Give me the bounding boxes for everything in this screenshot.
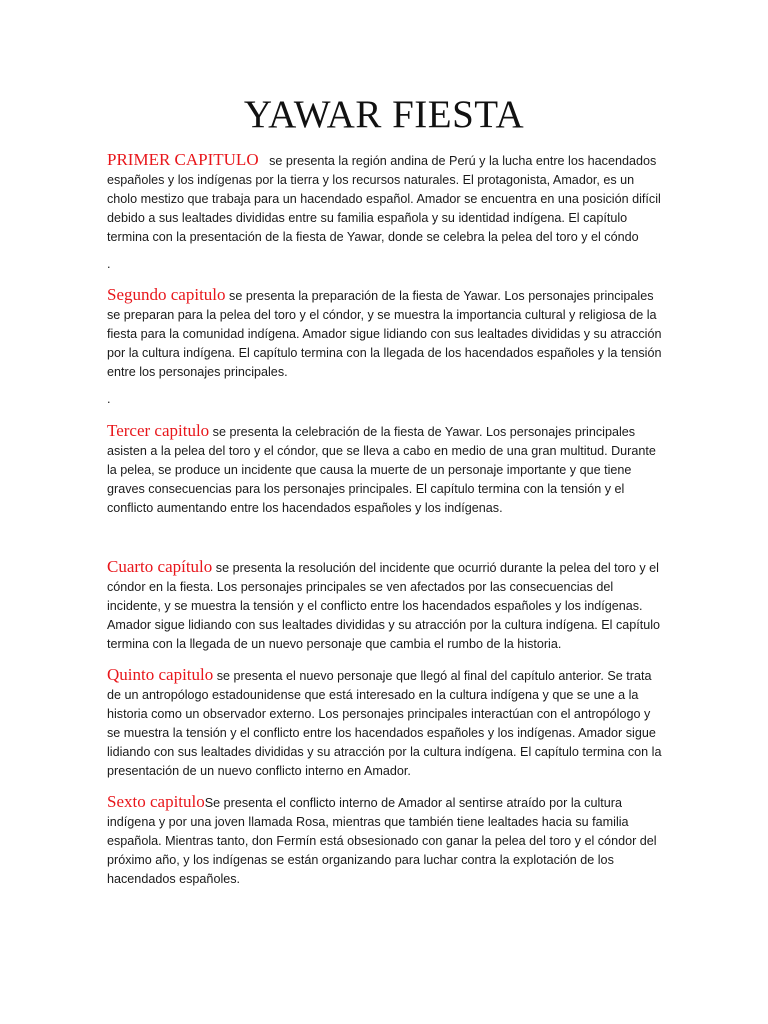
chapter-5-heading: Quinto capitulo bbox=[107, 665, 214, 684]
chapter-3 bbox=[107, 421, 663, 518]
chapter-4-heading: Cuarto capítulo bbox=[107, 557, 213, 576]
document-title: YAWAR FIESTA bbox=[243, 93, 525, 136]
chapter-6-heading: Sexto capitulo bbox=[107, 792, 205, 811]
chapter-3-text: se presenta la celebración de la fiesta de Yawar. Los personajes principales asisten a la pelea del toro y el cóndor, que se lleva a cabo en medio de una gran multitud. Durante la pelea, se produce un incidente que causa la muerte de un personaje importante y que tiene graves consecuencias para los personajes principales. El capítulo termina con la tensión y el conflicto aumentando entre los hacendados españoles y los indígenas. bbox=[107, 425, 656, 515]
separator-dot-1: . bbox=[107, 257, 111, 271]
separator-dot-2: . bbox=[107, 392, 111, 406]
chapter-2-text: se presenta la preparación de la fiesta de Yawar. Los personajes principales se preparan para la pelea del toro y el cóndor, y se muestra la importancia cultural y religiosa de la fiesta para la comunidad indígena. Amador sigue lidiando con sus lealtades divididas y su atracción por la cultura indígena. El capítulo termina con la llegada de los hacendados españoles y la tensión entre los personajes principales. bbox=[107, 289, 662, 379]
chapter-5 bbox=[107, 665, 663, 781]
chapter-5-text: se presenta el nuevo personaje que llegó al final del capítulo anterior. Se trata de un antropólogo estadounidense que está interesado en la cultura indígena y que se une a la historia como un observador externo. Los personajes principales interactúan con el antropólogo y se muestra la tensión y el conflicto entre los hacendados españoles y los indígenas. Amador sigue lidiando con sus lealtades divididas y su atracción por la cultura indígena. El capítulo termina con la presentación de un nuevo conflicto interno en Amador. bbox=[107, 669, 662, 778]
chapter-3-heading: Tercer capitulo bbox=[107, 421, 210, 440]
chapter-4-text: se presenta la resolución del incidente que ocurrió durante la pelea del toro y el cóndor en la fiesta. Los personajes principales se ven afectados por las consecuencias del incidente, y se muestra la tensión y el conflicto entre los hacendados españoles y los indígenas. Amador sigue lidiando con sus lealtades divididas y su atracción por la cultura indígena. El capítulo termina con la llegada de un nuevo personaje que cambia el rumbo de la historia. bbox=[107, 561, 661, 651]
chapter-6 bbox=[107, 792, 663, 889]
chapter-6-text: Se presenta el conflicto interno de Amador al sentirse atraído por la cultura indígena y por una joven llamada Rosa, mientras que también tiene lealtades hacia su familia española. Mientras tanto, don Fermín está obsesionado con ganar la pelea del toro y el cóndor del próximo año, y los indígenas se están organizando para luchar contra la explotación de los hacendados españoles. bbox=[107, 796, 657, 886]
chapter-1-text: se presenta la región andina de Perú y la lucha entre los hacendados españoles y los indígenas por la tierra y los recursos naturales. El protagonista, Amador, es un cholo mestizo que trabaja para un hacendado español. Amador se encuentra en una posición difícil debido a sus lealtades divididas entre su familia española y su identidad indígena. El capítulo termina con la presentación de la fiesta de Yawar, donde se celebra la pelea del toro y el cóndo bbox=[107, 154, 661, 244]
chapter-1-heading: PRIMER CAPITULO bbox=[107, 150, 259, 169]
chapter-2-heading: Segundo capitulo bbox=[107, 285, 226, 304]
chapter-4 bbox=[107, 557, 663, 654]
chapter-2 bbox=[107, 285, 663, 382]
chapter-1 bbox=[107, 150, 663, 247]
